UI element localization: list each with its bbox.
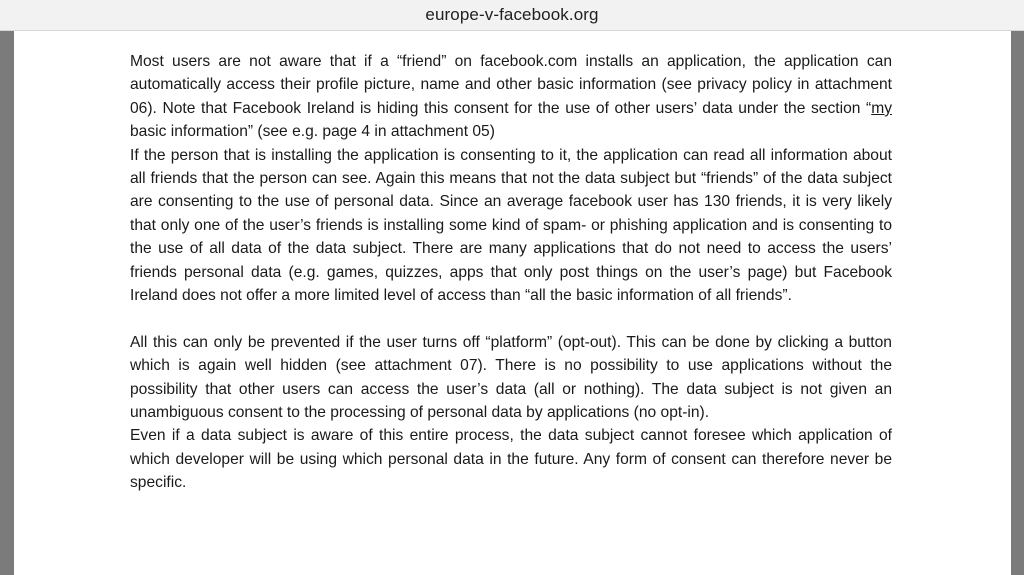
paragraph-1 [130,50,892,144]
document-page [14,31,1011,575]
paragraph-4: Even if a data subject is aware of this entire process, the data subject cannot foresee which application of which developer will be using which personal data in the future. Any form of consent can therefore never be specific. [130,427,892,492]
paragraph-1-start: Most users are not aware that if a “friend” on facebook.com installs an application, the application can automatically access their profile picture, name and other basic information (see privacy policy in attachment 06). Note that Facebook Ireland is hiding this consent for the use of other users’ data under the section “ [130,53,892,117]
paragraph-3: All this can only be prevented if the user turns off “platform” (opt-out). This can be done by clicking a button which is again well hidden (see attachment 07). There is no possibility to use applications without the possibility that other users can access the user’s data (all or nothing). The data subject is not given an unambiguous consent to the processing of personal data by applications (no opt-in). [130,333,892,422]
url-text[interactable]: europe-v-facebook.org [425,5,599,24]
right-gutter [1011,31,1024,575]
document-text [130,50,892,495]
left-gutter [0,31,14,575]
underlined-word: my [871,99,892,117]
paragraph-2: If the person that is installing the application is consenting to it, the application can read all information about all friends that the person can see. Again this means that not the data subject but “friends” of the data subject are consenting to the use of personal data. Since an average facebook user has 130 friends, it is very likely that only one of the user’s friends is installing some kind of spam- or phishing application and is consenting to the use of all data of the data subject. There are many applications that do not need to access the users’ friends personal data (e.g. games, quizzes, apps that only post things on the user’s page) but Facebook Ireland does not offer a more limited level of access than “all the basic information of all friends”. [130,146,892,305]
paragraph-gap [130,307,892,330]
address-bar[interactable] [0,0,1024,31]
paragraph-1-end: basic information” (see e.g. page 4 in attachment 05) [130,123,495,141]
